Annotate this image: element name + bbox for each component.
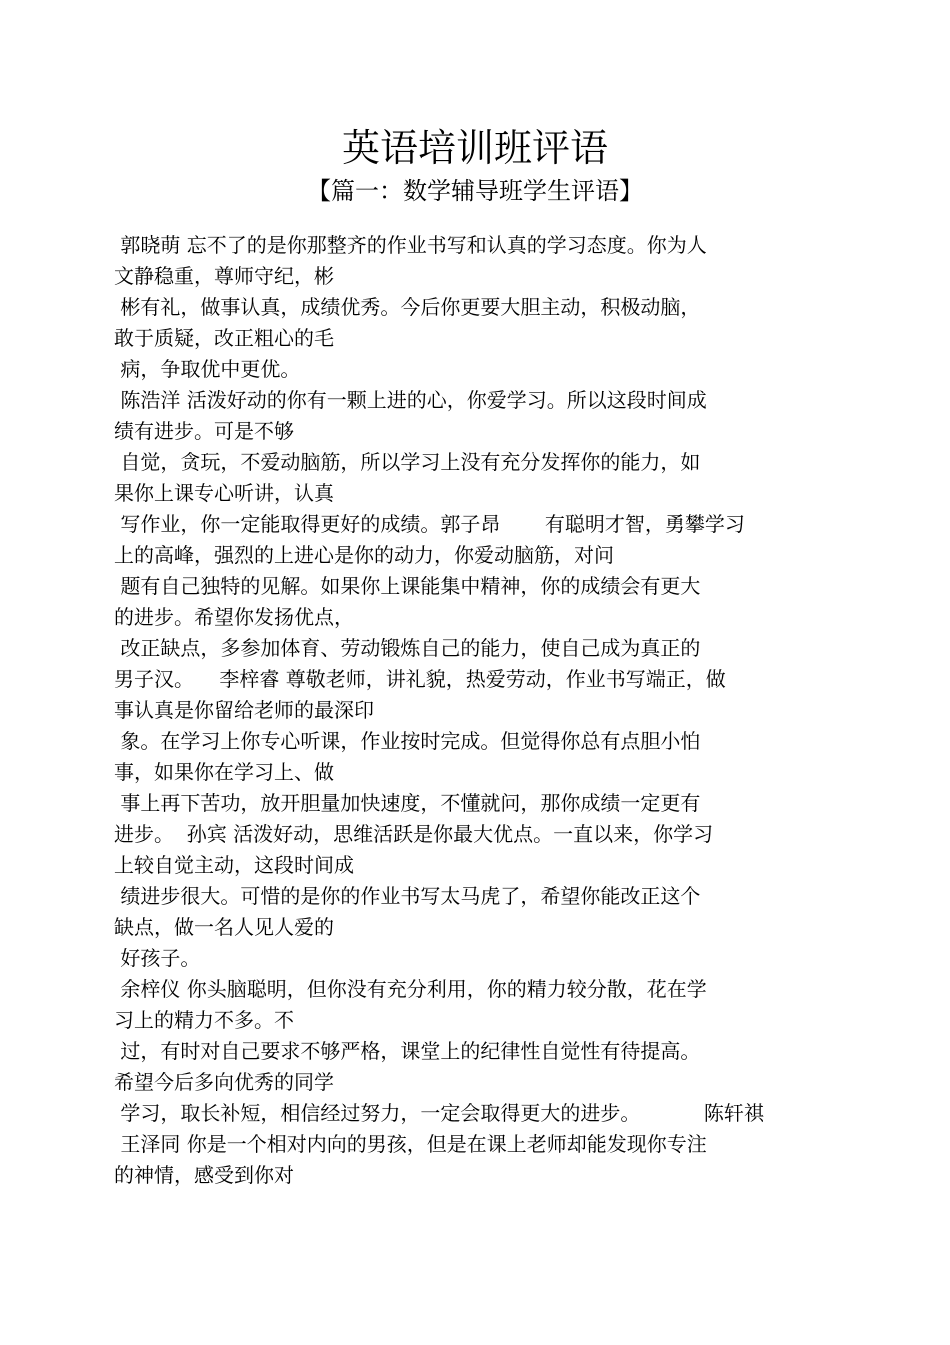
body-line: 写作业，你一定能取得更好的成绩。郭子昂 有聪明才智，勇攀学习	[114, 512, 745, 536]
body-line: 象。在学习上你专心听课，作业按时完成。但觉得你总有点胆小怕	[114, 729, 701, 753]
body-line: 上较自觉主动，这段时间成	[114, 853, 354, 877]
body-line: 学习，取长补短，相信经过努力，一定会取得更大的进步。 陈轩祺	[114, 1101, 764, 1125]
body-line: 敢于质疑，改正粗心的毛	[114, 326, 334, 350]
body-line: 事认真是你留给老师的最深印	[114, 698, 374, 722]
body-line: 郭晓萌 忘不了的是你那整齐的作业书写和认真的学习态度。你为人	[114, 233, 707, 257]
body-line: 果你上课专心听讲，认真	[114, 481, 334, 505]
body-line: 男子汉。 李梓睿 尊敬老师，讲礼貌，热爱劳动，作业书写端正，做	[114, 667, 726, 691]
body-line: 事上再下苦功，放开胆量加快速度，不懂就问，那你成绩一定更有	[114, 791, 701, 815]
body-line: 过，有时对自己要求不够严格，课堂上的纪律性自觉性有待提高。	[114, 1039, 701, 1063]
body-line: 希望今后多向优秀的同学	[114, 1070, 334, 1094]
body-line: 王泽同 你是一个相对内向的男孩，但是在课上老师却能发现你专注	[114, 1132, 707, 1156]
body-line: 绩有进步。可是不够	[114, 419, 294, 443]
body-line: 的进步。希望你发扬优点，	[114, 605, 354, 629]
body-line: 改正缺点，多参加体育、劳动锻炼自己的能力，使自己成为真正的	[114, 636, 701, 660]
body-line: 自觉，贪玩，不爱动脑筋，所以学习上没有充分发挥你的能力，如	[114, 450, 701, 474]
body-line: 病，争取优中更优。	[114, 357, 301, 381]
body-line: 题有自己独特的见解。如果你上课能集中精神，你的成绩会有更大	[114, 574, 701, 598]
body-line: 习上的精力不多。不	[114, 1008, 294, 1032]
body-line: 余梓仪 你头脑聪明，但你没有充分利用，你的精力较分散，花在学	[114, 977, 707, 1001]
body-line: 事，如果你在学习上、做	[114, 760, 334, 784]
body-line: 彬有礼，做事认真，成绩优秀。今后你更要大胆主动，积极动脑，	[114, 295, 701, 319]
body-line: 绩进步很大。可惜的是你的作业书写太马虎了，希望你能改正这个	[114, 884, 701, 908]
body-line: 文静稳重，尊师守纪，彬	[114, 264, 334, 288]
body-line: 好孩子。	[114, 946, 201, 970]
document-body	[114, 230, 834, 1191]
document-title: 英语培训班评语	[341, 126, 608, 170]
body-line: 的神情，感受到你对	[114, 1163, 294, 1187]
body-line: 上的高峰，强烈的上进心是你的动力，你爱动脑筋，对问	[114, 543, 614, 567]
document-subtitle: 【篇一：数学辅导班学生评语】	[307, 177, 643, 205]
body-line: 缺点，做一名人见人爱的	[114, 915, 334, 939]
body-line: 进步。 孙宾 活泼好动，思维活跃是你最大优点。一直以来，你学习	[114, 822, 714, 846]
body-line: 陈浩洋 活泼好动的你有一颗上进的心，你爱学习。所以这段时间成	[114, 388, 707, 412]
